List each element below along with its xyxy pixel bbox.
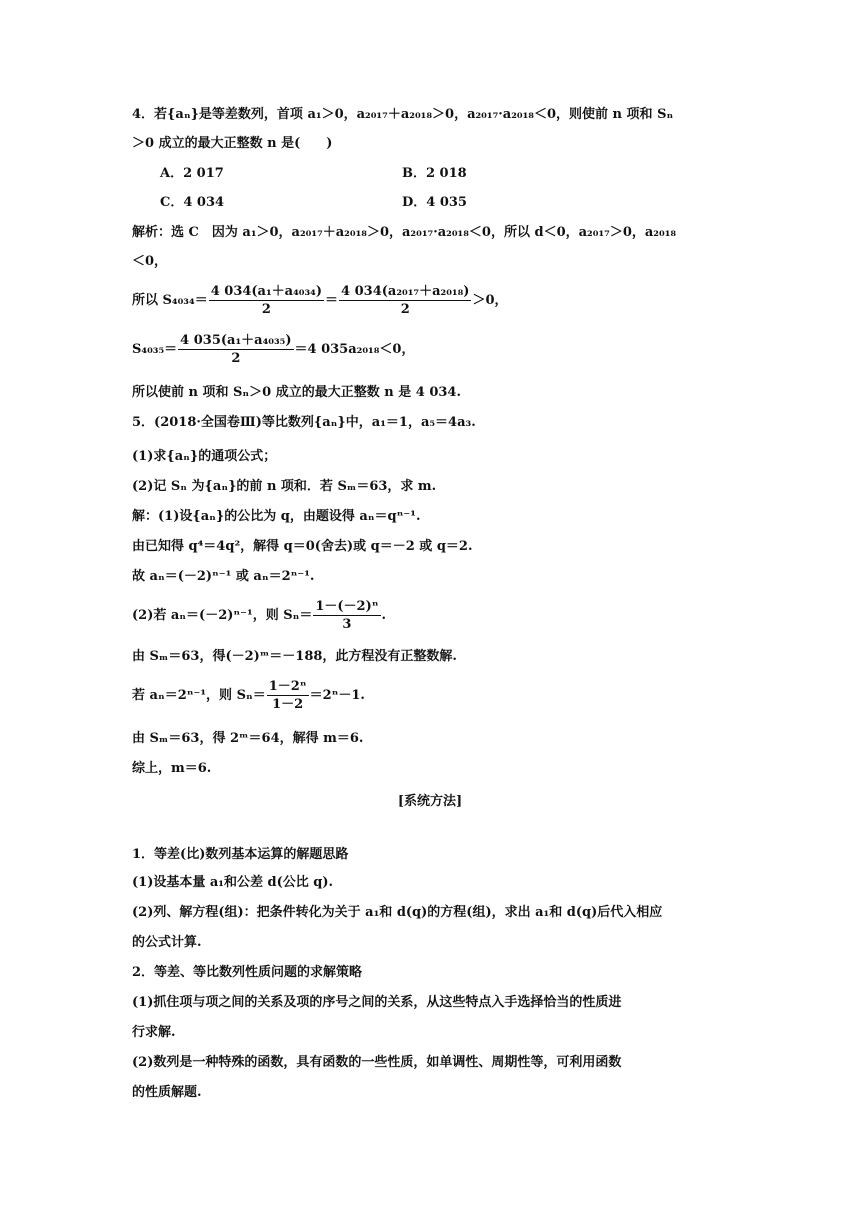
q5-part2: (2)记 Sₙ 为{aₙ}的前 n 项和．若 Sₘ＝63，求 m. [132,479,437,494]
method-paragraph-4a: (2)数列是一种特殊的函数，具有函数的一些性质，如单调性、周期性等，可利用函数 [132,1055,622,1070]
s4034-fraction-2 [339,283,471,318]
method-paragraph-3b: 行求解. [132,1025,176,1040]
sol6-prefix: 若 aₙ＝2ⁿ⁻¹，则 Sₙ＝ [132,688,266,703]
s4034-suffix: ＞0， [472,293,508,308]
sol4-prefix: (2)若 aₙ＝(－2)ⁿ⁻¹，则 Sₙ＝ [132,608,313,623]
s4034-denominator-2: 2 [400,302,410,317]
sol4-denominator: 3 [342,617,352,632]
method-heading-2: 2．等差、等比数列性质问题的求解策略 [132,965,363,980]
s4034-equals: ＝ [325,293,339,308]
sol4-numerator: 1－(－2)ⁿ [315,599,379,614]
s4034-numerator-1: 4 034(a₁＋a₄₀₃₄) [210,284,323,299]
q5-solution-line3: 故 aₙ＝(－2)ⁿ⁻¹ 或 aₙ＝2ⁿ⁻¹. [132,569,315,584]
method-paragraph-1: (1)设基本量 a₁和公差 d(公比 q). [132,875,334,890]
q5-solution-line4 [132,598,740,633]
s4035-fraction [178,332,293,367]
method-paragraph-2a: (2)列、解方程(组)：把条件转化为关于 a₁和 d(q)的方程(组)，求出 a₁和 d(q)后代入相应 [132,905,663,920]
q5-solution-line5: 由 Sₘ＝63，得(－2)ᵐ＝－188，此方程没有正整数解. [132,649,457,664]
q4-option-d: D．4 035 [402,195,467,210]
sol4-fraction [313,598,380,633]
q5-solution-line2: 由已知得 q⁴＝4q²，解得 q＝0(舍去)或 q＝－2 或 q＝2. [132,539,473,554]
method-paragraph-2b: 的公式计算. [132,935,202,950]
sol6-denominator: 1－2 [272,697,304,712]
s4034-numerator-2: 4 034(a₂₀₁₇＋a₂₀₁₈) [341,284,470,299]
q5-solution-line7: 由 Sₘ＝63，得 2ᵐ＝64，解得 m＝6. [132,731,364,746]
s4034-fraction-1 [209,283,324,318]
q4-stem-line2: ＞0 成立的最大正整数 n 是( ) [132,136,333,151]
q4-conclusion: 所以使前 n 项和 Sₙ＞0 成立的最大正整数 n 是 4 034. [132,385,461,400]
q4-s4035-formula [132,332,740,367]
q4-s4034-formula [132,283,740,318]
sol6-suffix: ＝2ⁿ－1. [309,688,365,703]
q4-stem-line1: 4．若{aₙ}是等差数列，首项 a₁＞0，a₂₀₁₇＋a₂₀₁₈＞0，a₂₀₁₇·a₂₀₁₈＜0，则使前 n 项和 Sₙ [132,107,674,122]
sol6-fraction [267,678,309,713]
method-paragraph-4b: 的性质解题. [132,1085,202,1100]
q5-part1: (1)求{aₙ}的通项公式； [132,449,277,464]
sol6-numerator: 1－2ⁿ [268,679,307,694]
method-heading: [系统方法] [397,794,463,809]
s4035-numerator: 4 035(a₁＋a₄₀₃₅) [180,333,292,348]
q5-title: 5．(2018·全国卷Ⅲ)等比数列{aₙ}中，a₁＝1，a₅＝4a₃. [132,415,476,430]
q4-option-b: B．2 018 [402,166,467,181]
q5-solution-line6 [132,678,740,713]
q5-solution-line1: 解：(1)设{aₙ}的公比为 q，由题设得 aₙ＝qⁿ⁻¹. [132,509,421,524]
sol4-suffix: . [381,608,387,623]
s4034-denominator-1: 2 [261,302,271,317]
q4-analysis-line1: 解析：选 C 因为 a₁＞0，a₂₀₁₇＋a₂₀₁₈＞0，a₂₀₁₇·a₂₀₁₈＜0，所以 d＜0，a₂₀₁₇＞0，a₂₀₁₈ [132,225,677,240]
method-paragraph-3a: (1)抓住项与项之间的关系及项的序号之间的关系，从这些特点入手选择恰当的性质进 [132,995,622,1010]
method-heading-1: 1．等差(比)数列基本运算的解题思路 [132,847,349,862]
q4-analysis-line2: ＜0， [132,254,168,269]
s4035-denominator: 2 [231,351,241,366]
s4034-prefix: 所以 S₄₀₃₄＝ [132,293,208,308]
s4035-prefix: S₄₀₃₅＝ [132,342,178,357]
q5-solution-line8: 综上，m＝6. [132,761,212,776]
s4035-suffix: ＝4 035a₂₀₁₈＜0， [294,342,415,357]
q4-option-a: A．2 017 [160,166,224,181]
q4-option-c: C．4 034 [160,195,225,210]
